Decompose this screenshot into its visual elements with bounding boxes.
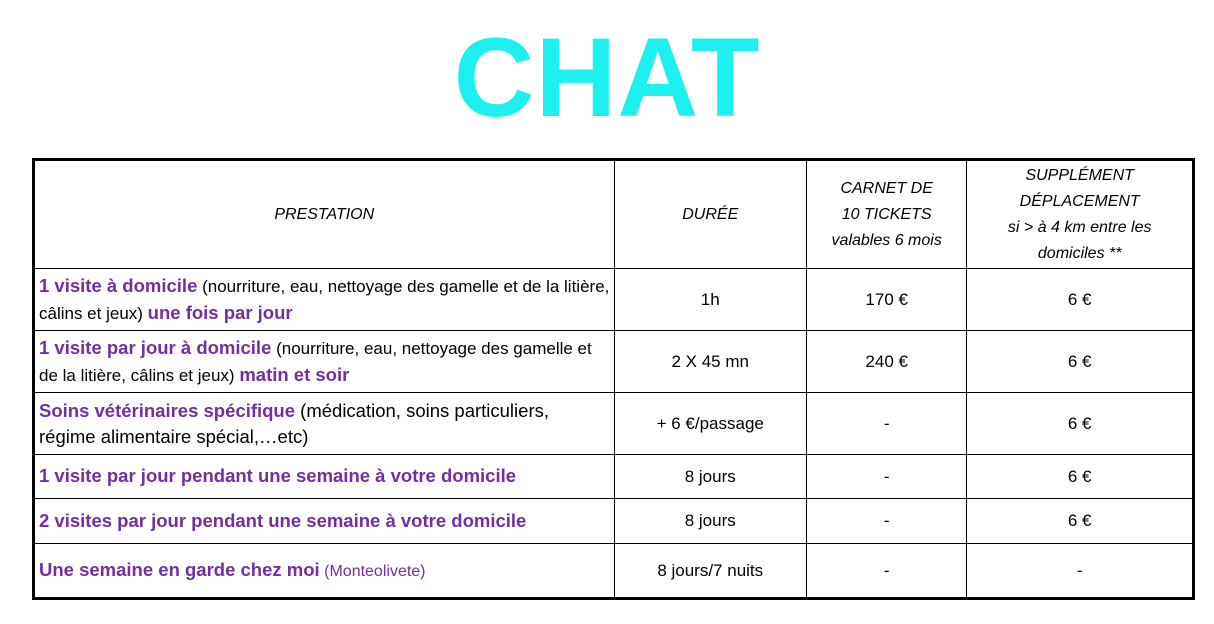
pricing-table: [32, 158, 1195, 600]
prestation-title: Soins vétérinaires spécifique: [39, 399, 296, 421]
prestation-detail: (nourriture, eau, nettoyage des gamelle et de la litière, câlins et jeux): [39, 338, 592, 385]
prestation-detail: (nourriture, eau, nettoyage des gamelle et de la litière, câlins et jeux): [39, 276, 610, 323]
supplement-cell: 6 €: [967, 455, 1194, 499]
table-row: [34, 331, 1194, 393]
table-row: [34, 269, 1194, 331]
prestation-title: 2 visites par jour pendant une semaine à votre domicile: [39, 509, 527, 531]
table-row: [34, 393, 1194, 455]
carnet-cell: 170 €: [806, 269, 966, 331]
carnet-cell: -: [806, 455, 966, 499]
carnet-cell: -: [806, 393, 966, 455]
header-supplement-line: si > à 4 km entre les: [1007, 218, 1152, 236]
header-supplement-line: domiciles **: [1037, 244, 1122, 262]
header-supplement-line: DÉPLACEMENT: [1019, 192, 1140, 210]
prestation-frequency: matin et soir: [239, 363, 350, 385]
header-supplement: [967, 160, 1194, 269]
prestation-cell: [34, 331, 615, 393]
duree-cell: 1h: [614, 269, 806, 331]
prestation-title: 1 visite à domicile: [39, 274, 198, 296]
prestation-location: (Monteolivete): [319, 562, 426, 580]
header-carnet: [806, 160, 966, 269]
header-duree: DURÉE: [614, 160, 806, 269]
header-prestation: PRESTATION: [34, 160, 615, 269]
table-row: [34, 499, 1194, 544]
table-row: [34, 455, 1194, 499]
prestation-detail: (médication, soins particuliers, régime alimentaire spécial,…etc): [39, 399, 549, 447]
prestation-title: 1 visite par jour à domicile: [39, 336, 272, 358]
prestation-cell: [34, 544, 615, 599]
table-header-row: [34, 160, 1194, 269]
duree-cell: 8 jours: [614, 455, 806, 499]
supplement-cell: -: [967, 544, 1194, 599]
table-row: [34, 544, 1194, 599]
supplement-cell: 6 €: [967, 269, 1194, 331]
prestation-cell: [34, 499, 615, 544]
duree-cell: 8 jours/7 nuits: [614, 544, 806, 599]
header-supplement-line: SUPPLÉMENT: [1025, 166, 1134, 184]
supplement-cell: 6 €: [967, 499, 1194, 544]
prestation-title: Une semaine en garde chez moi: [39, 558, 320, 580]
prestation-cell: [34, 393, 615, 455]
prestation-cell: [34, 269, 615, 331]
header-carnet-line: 10 TICKETS: [841, 205, 932, 223]
duree-cell: 2 X 45 mn: [614, 331, 806, 393]
duree-cell: 8 jours: [614, 499, 806, 544]
prestation-frequency: une fois par jour: [147, 301, 293, 323]
header-carnet-line: valables 6 mois: [831, 231, 942, 249]
supplement-cell: 6 €: [967, 331, 1194, 393]
page-title: CHAT: [453, 15, 761, 140]
carnet-cell: -: [806, 499, 966, 544]
supplement-cell: 6 €: [967, 393, 1194, 455]
carnet-cell: 240 €: [806, 331, 966, 393]
carnet-cell: -: [806, 544, 966, 599]
prestation-cell: [34, 455, 615, 499]
header-carnet-line: CARNET DE: [840, 179, 933, 197]
duree-cell: + 6 €/passage: [614, 393, 806, 455]
prestation-title: 1 visite par jour pendant une semaine à votre domicile: [39, 465, 517, 486]
